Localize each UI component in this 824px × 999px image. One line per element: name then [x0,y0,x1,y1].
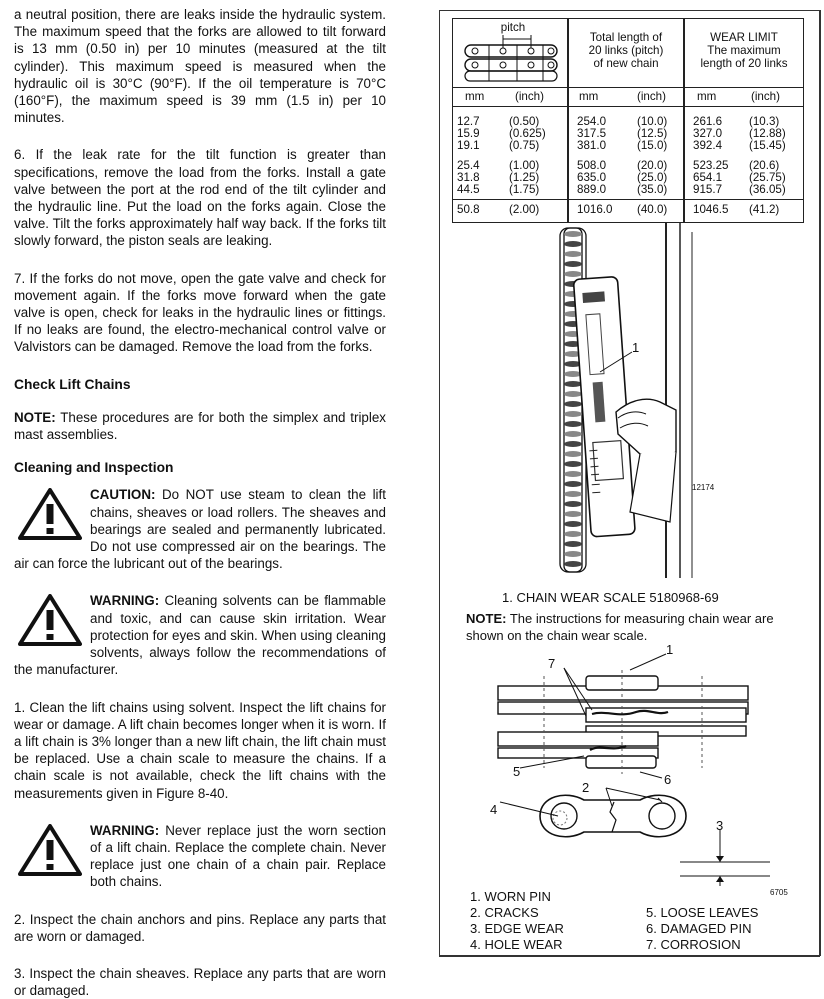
chain-link [564,251,582,257]
step-7-paragraph: 7. If the forks do not move, open the gate valve and check for movement again. If the forks move forward when the gate valve is open, check for leaks in the hydraulic lines or fittings. If no leaks are found, the electro-mechanical control valve or Valvistors can be damaged. Remove the load from the forks. [14,270,386,355]
chain-link [564,501,582,507]
table-cell: (20.0) [637,159,668,172]
heading-check-lift-chains: Check Lift Chains [14,376,131,392]
table-divider [453,199,803,200]
chain-link [564,491,582,497]
legend-item: 4. HOLE WEAR [470,937,563,952]
chain-link [564,481,582,487]
callout-5: 5 [513,764,521,779]
figure-code: 6705 [770,888,788,897]
chain-link [564,561,582,567]
note-paragraph [14,409,386,443]
header-wear-limit-line: WEAR LIMIT [710,31,778,44]
step-2-paragraph: 2. Inspect the chain anchors and pins. Replace any parts that are worn or damaged. [14,911,386,944]
intro-paragraph: a neutral position, there are leaks inside the hydraulic system. The maximum speed that the forks are allowed to tilt forward is 13 mm (0.50 in) per 10 minutes (measured at the tilt cylinder). This maximum speed is measured when the hydraulic oil is 30°C (90°F). If the oil temperature is 70°C (160°F), the maximum speed is 39 mm (1.5 in) per 10 minutes. [14,7,386,126]
chain-link [564,531,582,537]
chain-link [564,241,582,247]
chain-link [564,541,582,547]
table-cell: (1.25) [509,171,540,184]
table-divider [453,87,803,88]
unit-mm: mm [579,90,599,103]
header-wear-limit-line: The maximum [707,44,781,57]
table-cell: (1.00) [509,159,540,172]
table-cell: 19.1 [457,139,480,152]
table-cell: (40.0) [637,203,668,216]
header-wear-limit-line: length of 20 links [700,57,788,70]
callout-7: 7 [548,656,556,671]
table-cell: 25.4 [457,159,480,172]
header-total-length-line: Total length of [589,31,663,44]
table-cell: 635.0 [577,171,607,184]
warning-chain-label: WARNING: [90,822,160,838]
legend-item: 5. LOOSE LEAVES [646,905,759,920]
warning-chain-text: Never replace just the worn section of a lift chain. Replace the complete chain. Never replace just one chain of a chain pair. Replace both chains. [90,822,386,890]
table-cell: 1016.0 [577,203,613,216]
table-cell: (41.2) [749,203,780,216]
table-cell: 1046.5 [693,203,729,216]
table-cell: 889.0 [577,183,607,196]
chain-pitch-icon [459,33,563,83]
caution-triangle-icon [18,488,82,540]
chain-link [564,421,582,427]
table-cell: (0.625) [509,127,546,140]
warning-triangle-icon [18,824,82,876]
note-right-text: The instructions for measuring chain wear are shown on the chain wear scale. [466,611,774,643]
chain-link [564,231,582,237]
chain-link [564,381,582,387]
unit-inch: (inch) [515,90,544,103]
table-cell: 654.1 [693,171,723,184]
table-cell: (12.88) [749,127,786,140]
table-cell: (10.0) [637,115,668,128]
table-cell: 508.0 [577,159,607,172]
legend-item: 6. DAMAGED PIN [646,921,752,936]
table-cell: (25.0) [637,171,668,184]
callout-6: 6 [664,772,672,787]
table-cell: 50.8 [457,203,480,216]
table-cell: (12.5) [637,127,668,140]
table-cell: 31.8 [457,171,480,184]
table-cell: 44.5 [457,183,480,196]
chain-link [564,461,582,467]
header-total-length-line: 20 links (pitch) [588,44,664,57]
table-cell: (15.45) [749,139,786,152]
step-3-paragraph: 3. Inspect the chain sheaves. Replace any parts that are worn or damaged. [14,965,386,999]
chain-link [564,471,582,477]
warning-solvents-text: Cleaning solvents can be flammable and toxic, and can cause skin irritation. Wear protection for eyes and skin. When using cleaning solvents, always follow the recommendations of the manufacturer. [14,593,386,678]
warning-triangle-icon [18,594,82,646]
legend-item: 3. EDGE WEAR [470,921,564,936]
figure-frame-bottom-edge [439,955,820,957]
figure-code: 12174 [692,483,715,492]
header-wear-limit [687,31,801,70]
table-cell: (15.0) [637,139,668,152]
legend-item: 1. WORN PIN [470,889,551,904]
table-cell: 392.4 [693,139,723,152]
table-divider [567,19,569,222]
chain-link [564,441,582,447]
chain-link [564,401,582,407]
table-cell: (36.05) [749,183,786,196]
table-cell: (0.50) [509,115,540,128]
table-cell: 915.7 [693,183,723,196]
chain-link [564,431,582,437]
table-cell: 15.9 [457,127,480,140]
step-1-paragraph: 1. Clean the lift chains using solvent. Inspect the lift chains for wear or damage. A lift chain becomes longer when it is worn. If a lift chain is 3% longer than a new lift chain, the lift chain must be replaced. Use a chain scale to measure the chains. If a chain scale is not available, check the lift chains with the measurements given in Figure 8-40. [14,699,386,801]
legend-left [470,889,564,953]
chain-link [564,411,582,417]
chain-wear-scale-illustration [520,222,720,578]
note-label: NOTE: [14,409,56,425]
legend-item: 7. CORROSION [646,937,741,952]
figure-frame-right-edge [819,10,821,956]
table-cell: 254.0 [577,115,607,128]
callout-2: 2 [582,780,590,795]
table-cell: 327.0 [693,127,723,140]
chain-link [564,261,582,267]
chain-link [564,271,582,277]
header-total-length-line: of new chain [593,57,659,70]
table-cell: (2.00) [509,203,540,216]
warning-solvents-label: WARNING: [90,593,160,609]
table-cell: 12.7 [457,115,480,128]
note-right-label: NOTE: [466,611,507,626]
note-text: These procedures are for both the simplex and triplex mast assemblies. [14,409,386,443]
table-cell: 523.25 [693,159,729,172]
callout-1: 1 [666,642,674,657]
heading-cleaning-inspection: Cleaning and Inspection [14,460,174,476]
table-divider [683,19,685,222]
chain-damage-diagram [480,640,800,886]
caution-text: Do NOT use steam to clean the lift chains, sheaves or load rollers. The sheaves and bearings are sealed and permanently lubricated. Do not use compressed air on the bearings. The air can force the lubricant out of the bearings. [14,487,386,572]
table-cell: 381.0 [577,139,607,152]
figure-caption: 1. CHAIN WEAR SCALE 5180968-69 [502,590,719,605]
callout-4: 4 [490,802,498,817]
chain-link [564,511,582,517]
chain-link [564,551,582,557]
table-cell: 317.5 [577,127,607,140]
legend-right [646,905,758,953]
table-cell: (10.3) [749,115,780,128]
table-cell: (25.75) [749,171,786,184]
warning-chain-block [14,822,386,891]
caution-block [14,486,386,572]
unit-mm: mm [697,90,717,103]
table-cell: (20.6) [749,159,780,172]
callout-3: 3 [716,818,724,833]
unit-mm: mm [465,90,485,103]
step-6-paragraph: 6. If the leak rate for the tilt function is greater than specifications, remove the load from the forks. Install a gate valve between the port at the rod end of the tilt cylinder and the hydraulic line. Put the load on the forks again. Close the valve. Tilt the forks approximately half way back. If the forks tilt slowly forward, the piston seals are leaking. [14,147,386,249]
table-cell: (1.75) [509,183,540,196]
warning-solvents-block [14,592,386,678]
chain-link [564,451,582,457]
callout-1: 1 [632,340,640,355]
chain-wear-table [452,18,804,223]
chain-link [564,391,582,397]
caution-label: CAUTION: [90,487,156,503]
header-total-length [571,31,681,70]
left-column [14,6,386,999]
table-cell: (0.75) [509,139,540,152]
unit-inch: (inch) [637,90,666,103]
header-pitch: pitch [500,21,526,34]
table-cell: 261.6 [693,115,723,128]
chain-link [564,521,582,527]
legend-item: 2. CRACKS [470,905,539,920]
table-divider [453,106,803,107]
table-cell: (35.0) [637,183,668,196]
unit-inch: (inch) [751,90,780,103]
